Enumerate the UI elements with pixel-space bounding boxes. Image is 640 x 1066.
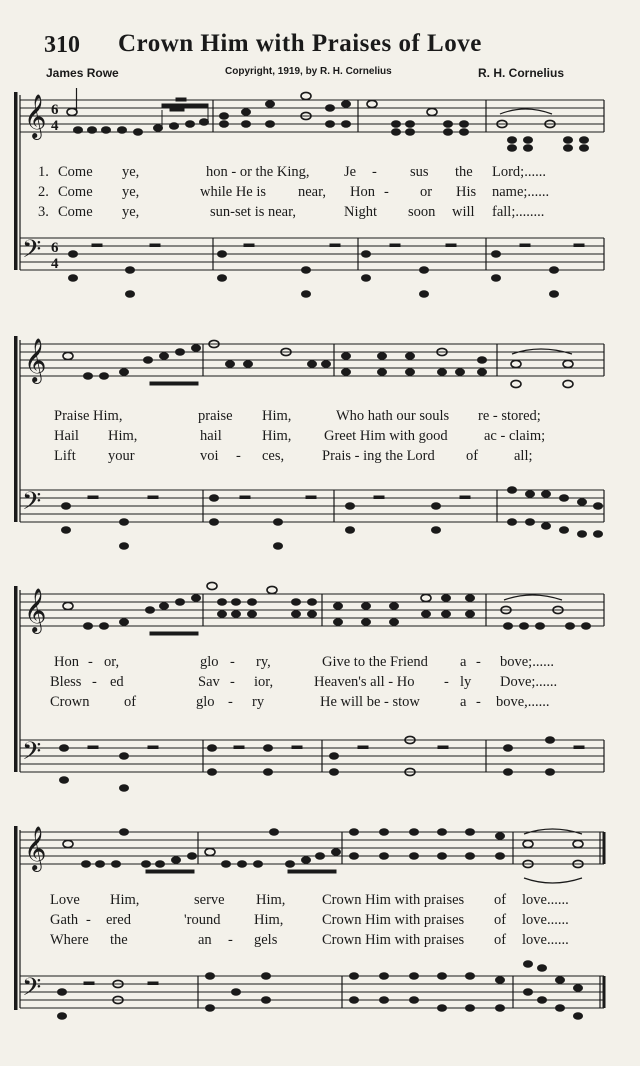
svg-text:Lift: Lift [54, 448, 76, 464]
svg-text:praise: praise [198, 408, 233, 424]
svg-text:ye,: ye, [122, 204, 140, 220]
treble-notes [63, 582, 591, 635]
svg-text:Lord;......: Lord;...... [492, 164, 546, 180]
svg-text:sus: sus [410, 164, 429, 180]
svg-text:Prais - ing the Lord: Prais - ing the Lord [322, 448, 435, 464]
svg-text:Praise Him,: Praise Him, [54, 408, 123, 424]
svg-text:Come: Come [58, 164, 93, 180]
svg-text:an: an [198, 932, 212, 948]
svg-text:love......: love...... [522, 912, 569, 928]
svg-text:1.: 1. [38, 164, 49, 180]
lyrics-system-1 [38, 164, 549, 220]
bass-notes [69, 244, 585, 297]
system-brace [14, 586, 20, 772]
svg-text:hail: hail [200, 428, 222, 444]
svg-text:Crown Him with praises: Crown Him with praises [322, 932, 465, 948]
svg-text:-: - [228, 694, 233, 710]
svg-text:Gath: Gath [50, 912, 79, 928]
svg-text:all;: all; [514, 448, 533, 464]
svg-text:ered: ered [106, 912, 131, 928]
svg-text:Sav: Sav [198, 674, 220, 690]
svg-text:Him,: Him, [262, 428, 292, 444]
svg-text:love......: love...... [522, 932, 569, 948]
svg-text:ly: ly [460, 674, 472, 690]
copyright-notice: Copyright, 1919, by R. H. Cornelius [225, 66, 392, 77]
svg-text:near,: near, [298, 184, 326, 200]
svg-text:ces,: ces, [262, 448, 285, 464]
svg-text:Who hath our souls: Who hath our souls [336, 408, 450, 424]
svg-text:the: the [455, 164, 473, 180]
svg-text:ye,: ye, [122, 184, 140, 200]
svg-text:-: - [230, 674, 235, 690]
svg-text:voi: voi [200, 448, 219, 464]
svg-text:of: of [494, 892, 507, 908]
svg-text:6: 6 [51, 102, 59, 118]
svg-text:-: - [236, 448, 241, 464]
svg-text:ry: ry [252, 694, 265, 710]
svg-text:of: of [466, 448, 479, 464]
svg-text:-: - [92, 674, 97, 690]
svg-text:while He is: while He is [200, 184, 267, 200]
svg-text:sun-set is near,: sun-set is near, [210, 204, 296, 220]
svg-text:-: - [384, 184, 389, 200]
svg-text:Give to the Friend: Give to the Friend [322, 654, 428, 670]
svg-text:Hon: Hon [54, 654, 79, 670]
svg-text:ior,: ior, [254, 674, 274, 690]
svg-text:the: the [110, 932, 128, 948]
svg-text:2.: 2. [38, 184, 49, 200]
svg-text:name;......: name;...... [492, 184, 550, 200]
svg-text:-: - [444, 674, 449, 690]
treble-notes [67, 88, 589, 151]
system-brace [14, 92, 20, 270]
svg-text:-: - [476, 694, 481, 710]
svg-text:Him,: Him, [262, 408, 292, 424]
hymn-title: Crown Him with Praises of Love [118, 30, 482, 57]
treble-clef-icon: 𝄞 [24, 94, 47, 138]
svg-text:bove;......: bove;...... [500, 654, 554, 670]
svg-text:Love: Love [50, 892, 80, 908]
svg-text:Hail: Hail [54, 428, 79, 444]
svg-text:His: His [456, 184, 477, 200]
svg-text:Him,: Him, [108, 428, 138, 444]
svg-text:bove,......: bove,...... [496, 694, 550, 710]
treble-clef-icon: 𝄞 [24, 826, 47, 870]
svg-text:of: of [124, 694, 137, 710]
lyrics-system-4 [50, 892, 569, 948]
svg-text:of: of [494, 932, 507, 948]
lyrics-system-3 [50, 654, 557, 710]
svg-text:Heaven's all - Ho: Heaven's all - Ho [314, 674, 415, 690]
svg-text:3.: 3. [38, 204, 49, 220]
svg-text:-: - [476, 654, 481, 670]
svg-text:or: or [420, 184, 433, 200]
svg-text:4: 4 [51, 118, 59, 134]
svg-text:ed: ed [110, 674, 124, 690]
svg-text:-: - [372, 164, 377, 180]
treble-clef-icon: 𝄞 [24, 338, 47, 382]
svg-text:Him,: Him, [254, 912, 284, 928]
svg-text:-: - [88, 654, 93, 670]
svg-text:Greet Him with good: Greet Him with good [324, 428, 448, 444]
svg-text:will: will [452, 204, 475, 220]
lyrics-system-2 [54, 408, 545, 464]
svg-text:your: your [108, 448, 135, 464]
svg-text:Where: Where [50, 932, 89, 948]
svg-text:Bless: Bless [50, 674, 82, 690]
bass-clef-icon: 𝄢 [22, 487, 42, 522]
svg-text:ye,: ye, [122, 164, 140, 180]
system-3 [14, 582, 604, 791]
svg-text:love......: love...... [522, 892, 569, 908]
svg-text:Crown Him with praises: Crown Him with praises [322, 892, 465, 908]
svg-text:gels: gels [254, 932, 278, 948]
hymn-number: 310 [44, 32, 80, 58]
bass-staff [20, 976, 604, 1008]
svg-text:Come: Come [58, 204, 93, 220]
svg-text:ac - claim;: ac - claim; [484, 428, 546, 444]
composer-credit: R. H. Cornelius [478, 66, 565, 80]
bass-staff [20, 238, 604, 270]
svg-text:Come: Come [58, 184, 93, 200]
svg-text:-: - [228, 932, 233, 948]
svg-text:Him,: Him, [256, 892, 286, 908]
svg-text:He will be - stow: He will be - stow [320, 694, 420, 710]
bass-notes [62, 487, 603, 550]
treble-clef-icon: 𝄞 [24, 588, 47, 632]
svg-text:Night: Night [344, 204, 378, 220]
svg-text:glo: glo [200, 654, 219, 670]
svg-text:-: - [230, 654, 235, 670]
bass-notes [58, 961, 583, 1020]
system-4 [14, 826, 604, 1019]
svg-text:serve: serve [194, 892, 225, 908]
svg-text:Dove;......: Dove;...... [500, 674, 558, 690]
bass-clef-icon: 𝄢 [22, 235, 42, 270]
system-brace [14, 336, 20, 522]
bass-clef-icon: 𝄢 [22, 973, 42, 1008]
svg-text:of: of [494, 912, 507, 928]
svg-text:fall;........: fall;........ [492, 204, 545, 220]
svg-text:6: 6 [51, 240, 59, 256]
system-1 [14, 88, 604, 297]
svg-text:a: a [460, 654, 467, 670]
system-brace [14, 826, 20, 1010]
svg-text:Crown: Crown [50, 694, 90, 710]
svg-text:re - stored;: re - stored; [478, 408, 541, 424]
svg-text:Crown Him with praises: Crown Him with praises [322, 912, 465, 928]
svg-text:-: - [86, 912, 91, 928]
svg-text:a: a [460, 694, 467, 710]
author-credit: James Rowe [46, 66, 119, 80]
bass-staff [20, 740, 604, 772]
svg-text:Je: Je [344, 164, 357, 180]
svg-text:Hon: Hon [350, 184, 375, 200]
bass-staff [20, 490, 604, 522]
svg-text:4: 4 [51, 256, 59, 272]
svg-text:glo: glo [196, 694, 215, 710]
system-2 [14, 336, 604, 549]
bass-clef-icon: 𝄢 [22, 737, 42, 772]
svg-text:Him,: Him, [110, 892, 140, 908]
svg-text:ry,: ry, [256, 654, 271, 670]
svg-text:or,: or, [104, 654, 120, 670]
svg-text:'round: 'round [184, 912, 221, 928]
svg-text:soon: soon [408, 204, 436, 220]
svg-text:hon - or the King,: hon - or the King, [206, 164, 310, 180]
treble-staff [20, 832, 604, 864]
